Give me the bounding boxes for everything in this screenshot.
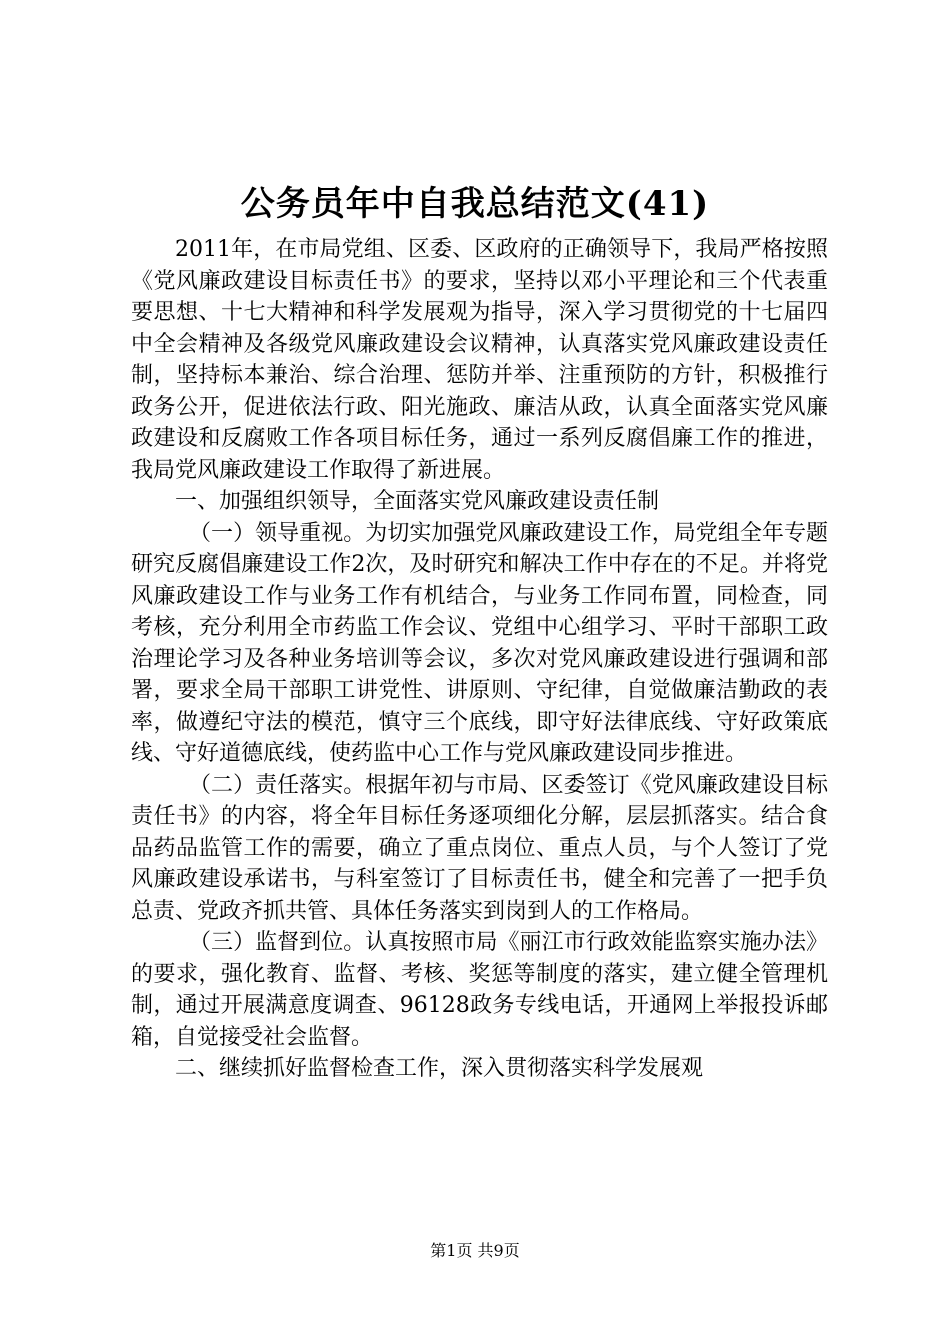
page-footer: 第1页 共9页: [430, 1241, 520, 1260]
document-title: 公务员年中自我总结范文(41): [240, 184, 710, 224]
paragraph-leadership: （一）领导重视。为切实加强党风廉政建设工作，局党组全年专题研究反腐倡廉建设工作2次，及时研究和解决工作中存在的不足。并将党风廉政建设工作与业务工作有机结合，与业务工作同布置，同检查，同考核，充分利用全市药监工作会议、党组中心组学习、平时干部职工政治理论学习及各种业务培训等会议，多次对党风廉政建设进行强调和部署，要求全局干部职工讲党性、讲原则、守纪律，自觉做廉洁勤政的表率，做遵纪守法的模范，慎守三个底线，即守好法律底线、守好政策底线、守好道德底线，使药监中心工作与党风廉政建设同步推进。: [131, 520, 828, 766]
paragraph-responsibility: （二）责任落实。根据年初与市局、区委签订《党风廉政建设目标责任书》的内容，将全年目标任务逐项细化分解，层层抓落实。结合食品药品监管工作的需要，确立了重点岗位、重点人员，与个人签订了党风廉政建设承诺书，与科室签订了目标责任书，健全和完善了一把手负总责、党政齐抓共管、具体任务落实到岗到人的工作格局。: [131, 772, 828, 924]
document-body: [131, 234, 828, 1085]
paragraph-supervision: （三）监督到位。认真按照市局《丽江市行政效能监察实施办法》的要求，强化教育、监督、考核、奖惩等制度的落实，建立健全管理机制，通过开展满意度调查、96128政务专线电话，开通网上举报投诉邮箱，自觉接受社会监督。: [131, 930, 828, 1050]
section-heading-1: 一、加强组织领导，全面落实党风廉政建设责任制: [175, 489, 660, 514]
section-heading-2: 二、继续抓好监督检查工作，深入贯彻落实科学发展观: [175, 1056, 704, 1081]
paragraph-intro: 2011年，在市局党组、区委、区政府的正确领导下，我局严格按照《党风廉政建设目标责任书》的要求，坚持以邓小平理论和三个代表重要思想、十七大精神和科学发展观为指导，深入学习贯彻党的十七届四中全会精神及各级党风廉政建设会议精神，认真落实党风廉政建设责任制，坚持标本兼治、综合治理、惩防并举、注重预防的方针，积极推行政务公开，促进依法行政、阳光施政、廉洁从政，认真全面落实党风廉政建设和反腐败工作各项目标任务，通过一系列反腐倡廉工作的推进，我局党风廉政建设工作取得了新进展。: [131, 237, 828, 483]
